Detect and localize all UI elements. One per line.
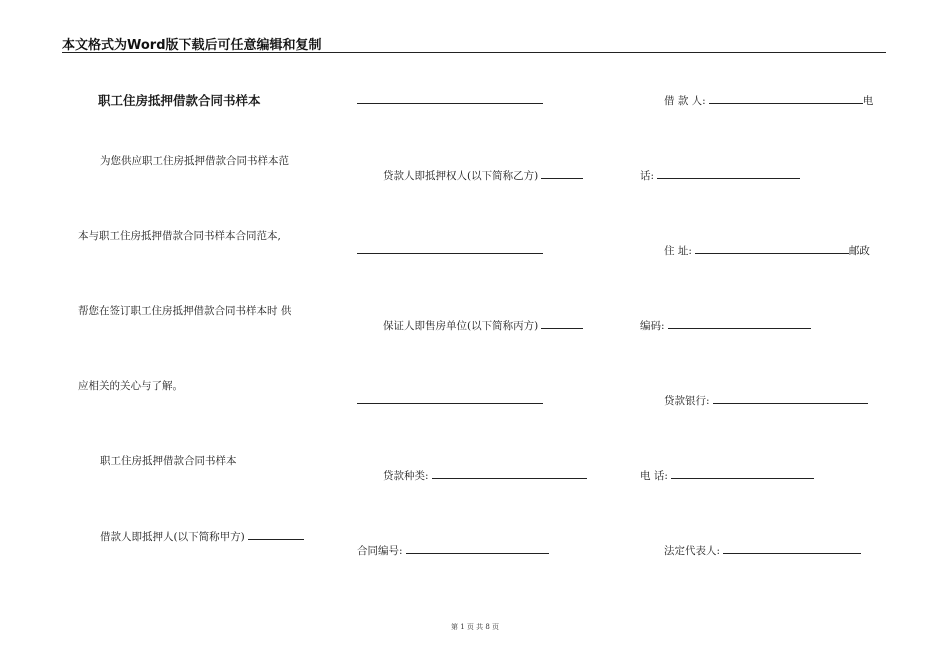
page-footer: 第 1 页 共 8 页 bbox=[450, 623, 500, 631]
loan-type-label: 贷款种类: bbox=[383, 470, 429, 482]
lender-label: 贷款人即抵押权人(以下简称乙方) bbox=[383, 170, 539, 182]
blank-line-1[interactable] bbox=[357, 103, 543, 104]
intro-line-2: 本与职工住房抵押借款合同书样本合同范本, bbox=[78, 230, 281, 242]
guarantor-row bbox=[383, 318, 583, 333]
contract-no-field[interactable] bbox=[406, 543, 549, 554]
intro-line-1: 为您供应职工住房抵押借款合同书样本范 bbox=[100, 155, 289, 167]
intro-line-4: 应相关的关心与了解。 bbox=[78, 380, 183, 392]
tel-row bbox=[640, 168, 800, 183]
borrower-label: 借 款 人: bbox=[664, 95, 706, 107]
loan-type-row bbox=[383, 468, 587, 483]
bank-row bbox=[664, 393, 868, 408]
document-header: 本文格式为Word版下载后可任意编辑和复制 bbox=[62, 38, 322, 53]
lender-row bbox=[383, 168, 583, 183]
document-title: 职工住房抵押借款合同书样本 bbox=[98, 93, 261, 108]
address-label: 住 址: bbox=[664, 245, 692, 257]
contract-no-label: 合同编号: bbox=[357, 545, 403, 557]
header-rule bbox=[62, 52, 886, 53]
borrower-row bbox=[664, 93, 873, 108]
party-a-field[interactable] bbox=[248, 529, 304, 540]
contract-no-row bbox=[357, 543, 549, 558]
address-field[interactable] bbox=[695, 243, 849, 254]
legal-rep-row bbox=[664, 543, 861, 558]
contract-subtitle: 职工住房抵押借款合同书样本 bbox=[100, 455, 237, 467]
bank-field[interactable] bbox=[713, 393, 868, 404]
address-row bbox=[664, 243, 870, 258]
legal-rep-label: 法定代表人: bbox=[664, 545, 721, 557]
postal-prefix: 邮政 bbox=[848, 245, 870, 257]
phone-field[interactable] bbox=[671, 468, 814, 479]
guarantor-field[interactable] bbox=[541, 318, 583, 329]
tel-prefix: 电 bbox=[862, 95, 874, 107]
party-a-row bbox=[100, 529, 304, 544]
postal-suffix: 编码: bbox=[640, 320, 665, 332]
phone-row bbox=[640, 468, 814, 483]
legal-rep-field[interactable] bbox=[723, 543, 861, 554]
tel-field[interactable] bbox=[657, 168, 800, 179]
party-a-label: 借款人即抵押人(以下简称甲方) bbox=[100, 531, 245, 543]
intro-line-3: 帮您在签订职工住房抵押借款合同书样本时 供 bbox=[78, 305, 292, 317]
phone-label: 电 话: bbox=[640, 470, 668, 482]
lender-field[interactable] bbox=[541, 168, 583, 179]
loan-type-field[interactable] bbox=[432, 468, 587, 479]
borrower-field[interactable] bbox=[709, 93, 863, 104]
tel-suffix: 话: bbox=[640, 170, 655, 182]
blank-line-3[interactable] bbox=[357, 403, 543, 404]
postal-field[interactable] bbox=[668, 318, 811, 329]
guarantor-label: 保证人即售房单位(以下简称丙方) bbox=[383, 320, 539, 332]
bank-label: 贷款银行: bbox=[664, 395, 710, 407]
blank-line-2[interactable] bbox=[357, 253, 543, 254]
postal-row bbox=[640, 318, 811, 333]
